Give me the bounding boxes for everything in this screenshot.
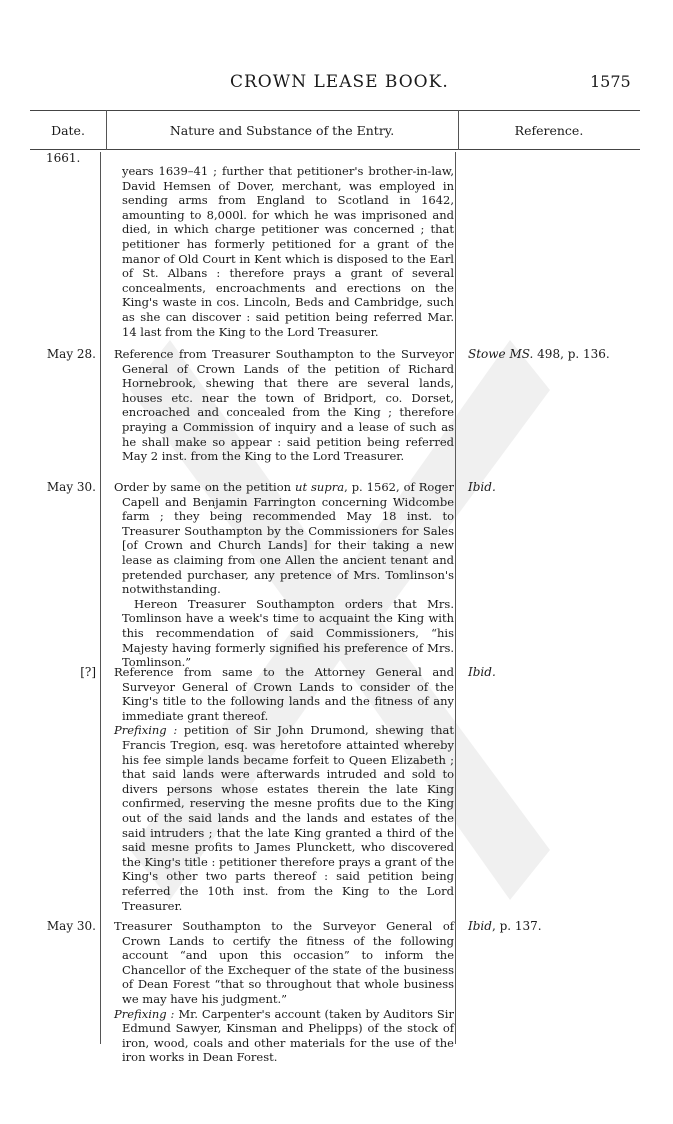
prefix-label: Prefixing : [114,1006,175,1021]
text-run: Mr. Carpenter's account (taken by Auditors Sir Edmund Sawyer, Kinsman and Phelipps) of the stock of iron, wood, coals and other materials for the use of the iron works in Dean Forest. [122,1006,454,1065]
entry-text [114,480,454,670]
entry-paragraph [114,480,454,597]
column-header-reference: Reference. [514,123,584,138]
text-run: Order by same on the petition [114,480,296,494]
entry-text [114,347,454,464]
entry-paragraph: Treasurer Southampton to the Surveyor General of Crown Lands to certify the fitness of the following account “and upon this occasion” to inform the Chancellor of the Exchequer of the state of the business of Dean Forest “that so throughout that whole business we may have his judgment.” [114,919,454,1006]
entry-date: 1661. [46,151,81,165]
entry-paragraph [114,723,454,913]
reference-source: Stowe MS. [468,347,534,361]
text-run: , p. 1562, of Roger Capell and Benjamin Farrington concerning Widcombe farm ; they being recommended May 18 inst. to Treasurer Southampton by the Commissioners for Sales [of Crown and Church Lands] for their taking a new lease as claiming from one Allen the ancient tenant and pretended purchaser, any pretence of Mrs. Tomlinson's notwithstanding. [122,480,454,597]
entry-reference [468,919,542,933]
body-column-rule [100,152,101,1044]
entry-paragraph: years 1639–41 ; further that petitioner's brother-in-law, David Hemsen of Dover, merchant, was employed in sending arms from England to Scotland in 1642, amounting to 8,000l. for which he was imprisoned and died, in which charge petitioner was concerned ; that petitioner has formerly petitioned for a grant of the manor of Old Court in Kent which is disposed to the Earl of St. Albans : therefore prays a grant of several concealments, encroachments and erections on the King's waste in cos. Lincoln, Beds and Cambridge, such as she can discover : said petition being referred Mar. 14 last from the King to the Lord Treasurer. [122,164,454,339]
prefix-label: Prefixing : [114,723,178,738]
text-run: petition of Sir John Drumond, shewing that Francis Tregion, esq. was heretofore attainted whereby his fee simple lands became forfeit to Queen Elizabeth ; that said lands were afterwards intruded and sold to divers persons whose estates therein the late King confirmed, reserving the mesne profits due to the King out of the said lands and the lands and estates of the said intruders ; that the late King granted a third of the said mesne profits to James Plunckett, who discovered the King's title : petitioner therefore prays a grant of the King's other two parts thereof : said petition being referred the 10th inst. from the King to the Lord Treasurer. [122,723,454,913]
entry-text [114,665,454,913]
text-run-italic: ut supra [295,480,345,494]
column-header-date: Date. [51,123,85,138]
running-head: CROWN LEASE BOOK. [230,72,449,92]
entry-reference [468,665,496,679]
entry-date: May 28. [46,347,96,361]
entry-reference [468,480,496,494]
header-bottom-rule [30,149,640,150]
table-top-rule [30,110,640,111]
entry-paragraph [114,1007,454,1065]
page-number: 1575 [590,72,631,91]
entry-text [114,164,454,339]
reference-page: 498, p. 136. [533,347,610,361]
entry-date: May 30. [46,480,96,494]
column-header-nature: Nature and Substance of the Entry. [169,123,395,138]
entry-paragraph: Reference from same to the Attorney General and Surveyor General of Crown Lands to consider of the King's title to the following lands and the fitness of any immediate grant thereof. [114,665,454,723]
entry-reference [468,347,610,361]
entry-date: [?] [80,665,96,679]
entry-date: May 30. [46,919,96,933]
reference-source: Ibid. [468,480,496,494]
reference-page: , p. 137. [491,919,542,933]
entry-text [114,919,454,1065]
entry-paragraph: Reference from Treasurer Southampton to the Surveyor General of Crown Lands of the petition of Richard Hornebrook, shewing that there are several lands, houses etc. near the town of Bridport, co. Dorset, encroached and concealed from the King ; therefore praying a Commission of inquiry and a lease of such as he shall make so appear : said petition being referred May 2 inst. from the King to the Lord Treasurer. [114,347,454,464]
body-column-rule [455,152,456,1044]
reference-source: Ibid [468,919,492,933]
reference-source: Ibid. [468,665,496,679]
entry-paragraph: Hereon Treasurer Southampton orders that Mrs. Tomlinson have a week's time to acquaint the King with this recommendation of said Commissioners, “his Majesty having formerly signified his preference of Mrs. Tomlinson.” [122,596,454,670]
